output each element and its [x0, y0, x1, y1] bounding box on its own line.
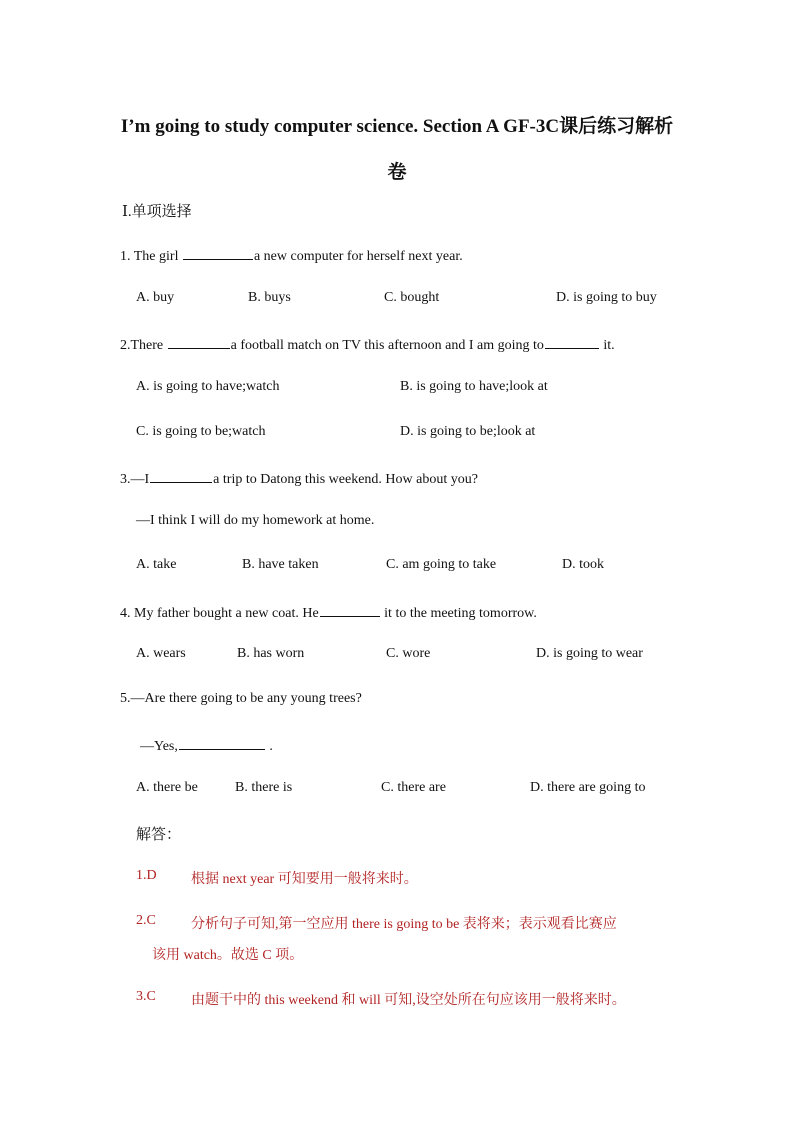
q4-blank: [320, 602, 380, 617]
q5-response: [140, 735, 273, 755]
answer-1-text: 根据 next year 可知要用一般将来时。: [191, 872, 418, 887]
q3-response: —I think I will do my homework at home.: [136, 513, 375, 528]
question-2: [120, 334, 615, 354]
q1-option-d: D. is going to buy: [556, 290, 657, 305]
q5-option-c: C. there are: [381, 780, 446, 795]
q2-text-after: it.: [603, 338, 615, 353]
q5-blank: [179, 735, 265, 750]
q5-text-after: .: [269, 739, 273, 754]
q5-option-d: D. there are going to: [530, 780, 646, 795]
q4-option-d: D. is going to wear: [536, 646, 643, 661]
q3-text-after: a trip to Datong this weekend. How about you?: [213, 472, 478, 487]
q4-option-b: B. has worn: [237, 646, 305, 661]
question-3: [120, 468, 478, 488]
q1-option-a: A. buy: [136, 290, 175, 305]
q3-text-before: 3.—I: [120, 472, 150, 487]
answer-2-number: 2.C: [136, 913, 156, 928]
answer-2-text: 分析句子可知,第一空应用 there is going to be 表将来；表示观看比赛应: [191, 917, 617, 932]
question-1: [120, 245, 463, 265]
answer-3-text: 由题干中的 this weekend 和 will 可知,设空处所在句应该用一般将来时。: [191, 993, 626, 1008]
q4-option-c: C. wore: [386, 646, 431, 661]
q1-text-after: a new computer for herself next year.: [253, 249, 463, 264]
answer-1-number: 1.D: [136, 868, 157, 883]
q2-text-middle: a football match on TV this afternoon and I am going to: [230, 338, 544, 353]
q3-option-a: A. take: [136, 557, 177, 572]
q3-option-b: B. have taken: [242, 557, 319, 572]
answers-heading: 解答：: [136, 827, 182, 843]
q2-option-c: C. is going to be;watch: [136, 424, 266, 439]
question-4: [120, 602, 537, 622]
question-5: 5.—Are there going to be any young trees?: [120, 691, 362, 706]
q2-blank-1: [168, 334, 230, 349]
answer-3-number: 3.C: [136, 989, 156, 1004]
q1-text-before: 1. The girl: [120, 249, 179, 264]
q5-option-a: A. there be: [136, 780, 198, 795]
q2-text-before: 2.There: [120, 338, 164, 353]
q3-option-d: D. took: [562, 557, 604, 572]
q3-blank: [150, 468, 212, 483]
title-line-1: I’m going to study computer science. Section A GF-3C课后练习解析: [120, 116, 674, 137]
q4-option-a: A. wears: [136, 646, 186, 661]
title-line-2: 卷: [387, 162, 407, 183]
q5-text-before: —Yes,: [140, 739, 178, 754]
answer-2-text-cont: 该用 watch。故选 C 项。: [152, 948, 304, 963]
section-heading: Ⅰ.单项选择: [122, 204, 192, 220]
q3-option-c: C. am going to take: [386, 557, 497, 572]
q2-option-d: D. is going to be;look at: [400, 424, 536, 439]
q2-option-a: A. is going to have;watch: [136, 379, 280, 394]
q2-blank-2: [545, 334, 599, 349]
q4-text-after: it to the meeting tomorrow.: [384, 606, 537, 621]
q4-text-before: 4. My father bought a new coat. He: [120, 606, 319, 621]
q1-option-b: B. buys: [248, 290, 291, 305]
q1-option-c: C. bought: [384, 290, 440, 305]
q1-blank: [183, 245, 253, 260]
document-title: [80, 104, 714, 196]
q2-option-b: B. is going to have;look at: [400, 379, 548, 394]
q5-option-b: B. there is: [235, 780, 293, 795]
